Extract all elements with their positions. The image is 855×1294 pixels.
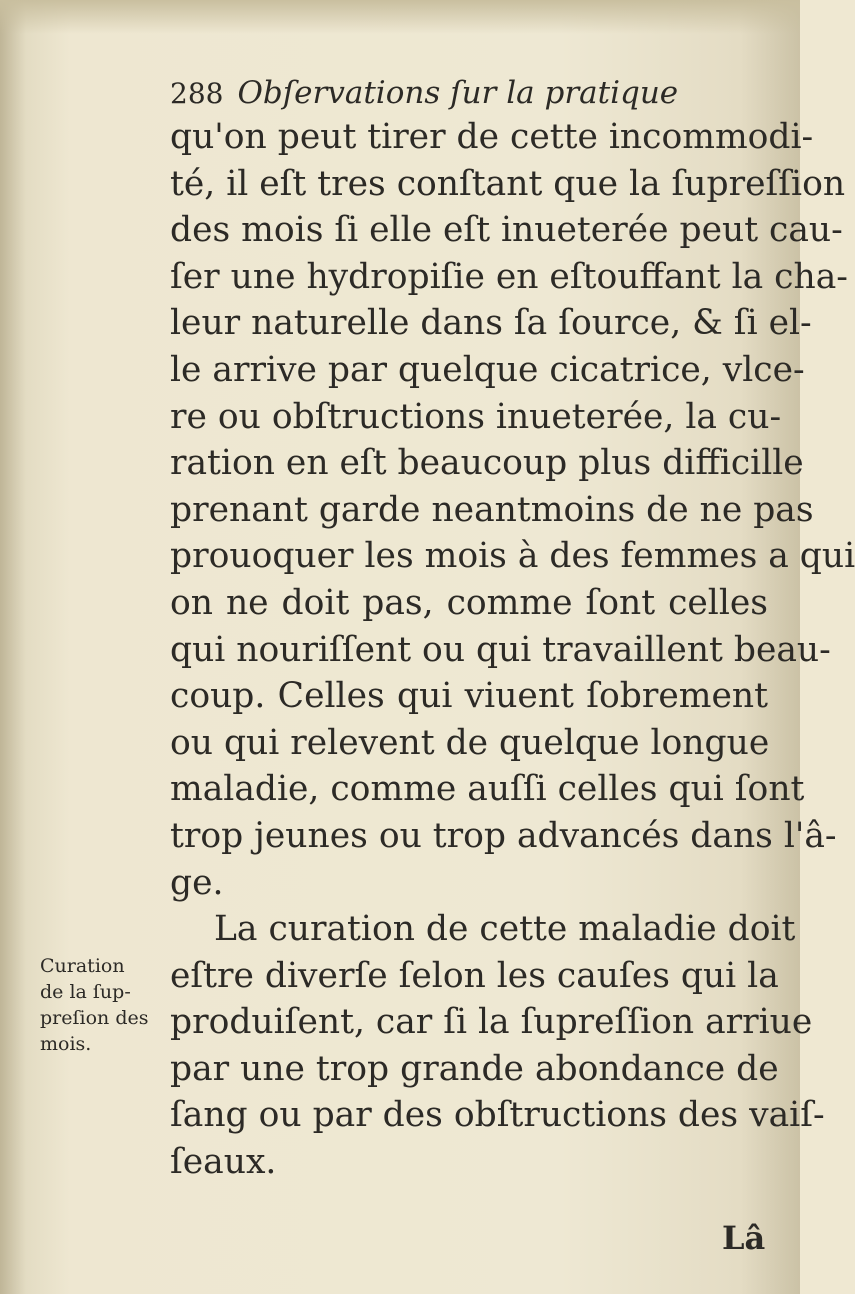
text-line: prenant garde neantmoins de ne pas xyxy=(170,489,814,530)
running-title: Obſervations ſur la pratique xyxy=(237,75,679,111)
text-line: coup. Celles qui viuent ſobrement xyxy=(170,676,768,717)
text-line: ration en eſt beaucoup plus difficille xyxy=(170,443,804,484)
text-line: ſer une hydropiſie en eſtouffant la cha- xyxy=(170,256,848,297)
text-line: ſang ou par des obſtructions des vaiſ- xyxy=(170,1095,825,1136)
text-line: re ou obſtructions inueterée, la cu- xyxy=(170,396,782,437)
text-line: ou qui relevent de quelque longue xyxy=(170,722,770,763)
paragraph-first-line: La curation de cette maladie doit xyxy=(214,909,796,950)
text-line: ſeaux. xyxy=(170,1142,277,1183)
text-line: té, il eſt tres conſtant que la ſupreſſion xyxy=(170,163,846,204)
text-line: trop jeunes ou trop advancés dans l'â- xyxy=(170,815,837,856)
text-line: ge. xyxy=(170,862,224,903)
text-line: qu'on peut tirer de cette incommodi- xyxy=(170,117,814,157)
text-line: maladie, comme auſſi celles qui ſont xyxy=(170,769,805,810)
text-line: qui nouriſſent ou qui travaillent beau- xyxy=(170,629,831,670)
text-line: des mois ſi elle eſt inueterée peut cau- xyxy=(170,210,843,251)
page-number: 288 xyxy=(170,77,224,110)
text-line: leur naturelle dans ſa ſource, & ſi el- xyxy=(170,303,812,344)
margin-note-line: Curation xyxy=(40,955,125,977)
text-line: produiſent, car ſi la ſupreſſion arriue xyxy=(170,1002,813,1043)
text-line: prouoquer les mois à des femmes a qui xyxy=(170,536,855,577)
text-line: eſtre diverſe ſelon les cauſes qui la xyxy=(170,955,779,996)
text-line: le arrive par quelque cicatrice, vlce- xyxy=(170,349,805,390)
running-header xyxy=(170,70,730,116)
body-text xyxy=(170,114,855,1186)
text-line: par une trop grande abondance de xyxy=(170,1048,779,1089)
text-line: on ne doit pas, comme ſont celles xyxy=(170,582,768,623)
margin-note-line: mois. xyxy=(40,1033,92,1055)
catchword: Lâ xyxy=(722,1219,766,1257)
margin-note xyxy=(40,953,168,1057)
margin-note-line: de la ſup- xyxy=(40,981,131,1003)
margin-note-line: preſion des xyxy=(40,1007,149,1029)
